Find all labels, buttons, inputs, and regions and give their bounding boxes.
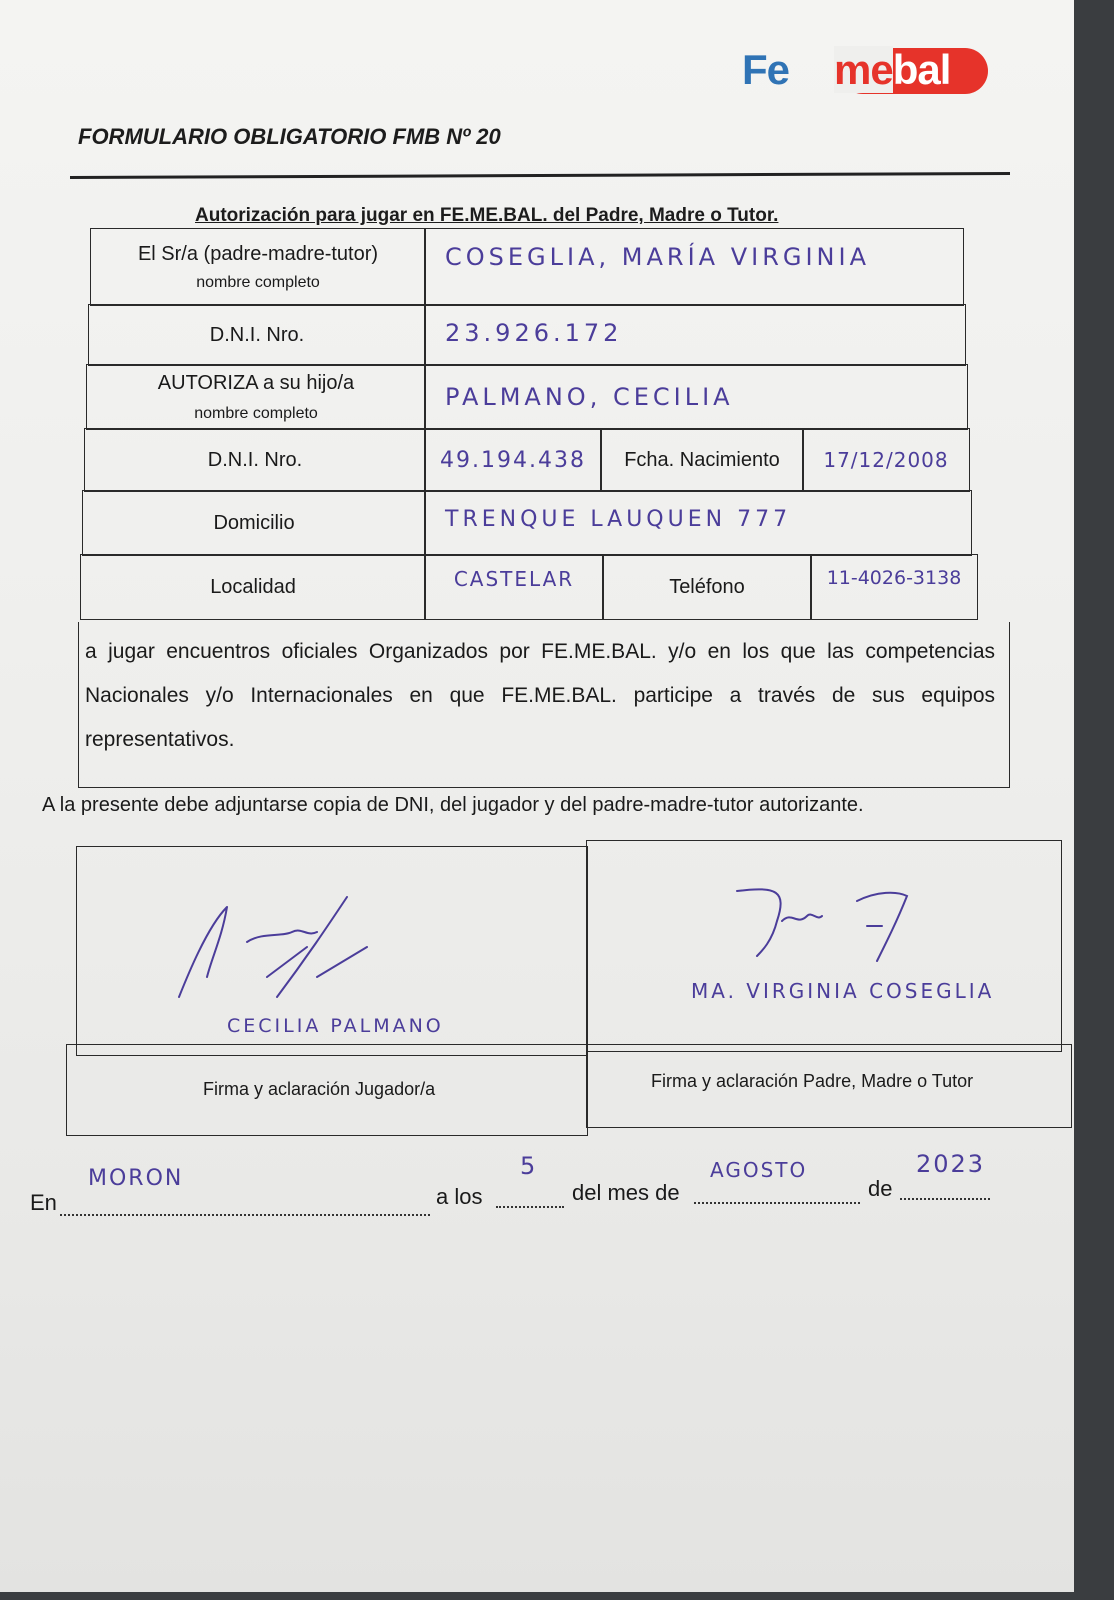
- parent-name-label: El Sr/a (padre-madre-tutor): [137, 242, 379, 265]
- phone-value: 11-4026-3138: [826, 567, 962, 589]
- date-en-label: En: [30, 1190, 57, 1215]
- parent-name-sublabel: nombre completo: [196, 273, 320, 291]
- birth-date-value-cell: [802, 428, 970, 492]
- child-name-value: PALMANO, CECILIA: [445, 383, 734, 411]
- birth-date-label-cell: [600, 428, 804, 492]
- parent-dni-label: D.N.I. Nro.: [209, 323, 305, 346]
- parent-signature-scribble: [727, 881, 947, 971]
- player-caption-box: [66, 1044, 588, 1136]
- child-name-label-cell: [86, 364, 426, 430]
- parent-name-label-cell: [90, 228, 426, 306]
- year-value: 2023: [916, 1150, 986, 1178]
- parent-dni-label-cell: [88, 304, 426, 366]
- attachment-note: A la presente debe adjuntarse copia de DNI, del jugador y del padre-madre-tutor autorizante.: [42, 794, 864, 816]
- form-subtitle: Autorización para jugar en FE.ME.BAL. del Padre, Madre o Tutor.: [195, 205, 779, 226]
- date-a-los-label: a los: [436, 1184, 483, 1209]
- parent-signature-name: MA. VIRGINIA COSEGLIA: [691, 979, 995, 1003]
- player-signature-scribble: [167, 887, 407, 1007]
- month-value: AGOSTO: [710, 1158, 808, 1182]
- child-dni-value-cell: [424, 428, 602, 492]
- place-value: MORON: [88, 1166, 184, 1191]
- child-dni-label: D.N.I. Nro.: [207, 448, 303, 471]
- parent-name-value: COSEGLIA, MARÍA VIRGINIA: [445, 243, 870, 271]
- address-label-cell: [82, 490, 426, 556]
- child-name-sublabel: nombre completo: [194, 404, 318, 422]
- child-name-label: AUTORIZA a su hijo/a: [157, 371, 355, 394]
- address-value: TRENQUE LAUQUEN 777: [445, 507, 792, 532]
- logo-text-fe: Fe: [742, 46, 790, 93]
- day-dotted-line: [496, 1206, 564, 1208]
- authorization-body-text: a jugar encuentros oficiales Organizados por FE.ME.BAL. y/o en los que las competencias Nacionales y/o Internacionales en que FE.ME.BAL. participe a través de sus equipos representativos.: [78, 622, 1010, 788]
- player-signature-box: [76, 846, 588, 1056]
- birth-date-value: 17/12/2008: [823, 448, 949, 472]
- logo-text-me-white: me: [834, 46, 893, 93]
- phone-label-cell: [602, 554, 812, 620]
- form-title: FORMULARIO OBLIGATORIO FMB Nº 20: [78, 124, 501, 149]
- date-del-mes-de-label: del mes de: [572, 1180, 680, 1205]
- child-name-value-cell: [424, 364, 968, 430]
- city-value-cell: [424, 554, 604, 620]
- phone-label: Teléfono: [669, 575, 745, 598]
- logo-text-bal: [834, 46, 950, 94]
- child-dni-label-cell: [84, 428, 426, 492]
- date-de-label: de: [868, 1176, 893, 1201]
- year-dotted-line: [900, 1198, 990, 1200]
- child-dni-value: 49.194.438: [440, 447, 586, 473]
- parent-dni-value-cell: [424, 304, 966, 366]
- logo-text-bal-white: bal: [892, 46, 951, 93]
- parent-signature-box: [586, 840, 1062, 1052]
- city-label: Localidad: [210, 575, 296, 598]
- signature-table: [66, 846, 1092, 1136]
- city-value: CASTELAR: [453, 567, 575, 591]
- parent-name-value-cell: [424, 228, 964, 306]
- city-label-cell: [80, 554, 426, 620]
- address-value-cell: [424, 490, 972, 556]
- parent-dni-value: 23.926.172: [445, 319, 623, 347]
- player-signature-name: CECILIA PALMANO: [227, 1015, 444, 1037]
- address-label: Domicilio: [213, 511, 295, 534]
- parent-caption-box: [586, 1044, 1072, 1128]
- place-dotted-line: [60, 1214, 430, 1216]
- birth-date-label: Fcha. Nacimiento: [624, 448, 780, 471]
- day-value: 5: [520, 1152, 538, 1180]
- player-signature-caption: Firma y aclaración Jugador/a: [203, 1079, 436, 1099]
- title-divider: [70, 172, 1010, 179]
- phone-value-cell: [810, 554, 978, 620]
- month-dotted-line: [694, 1202, 860, 1204]
- date-place-line: [30, 1150, 1020, 1226]
- parent-signature-caption: Firma y aclaración Padre, Madre o Tutor: [651, 1071, 974, 1091]
